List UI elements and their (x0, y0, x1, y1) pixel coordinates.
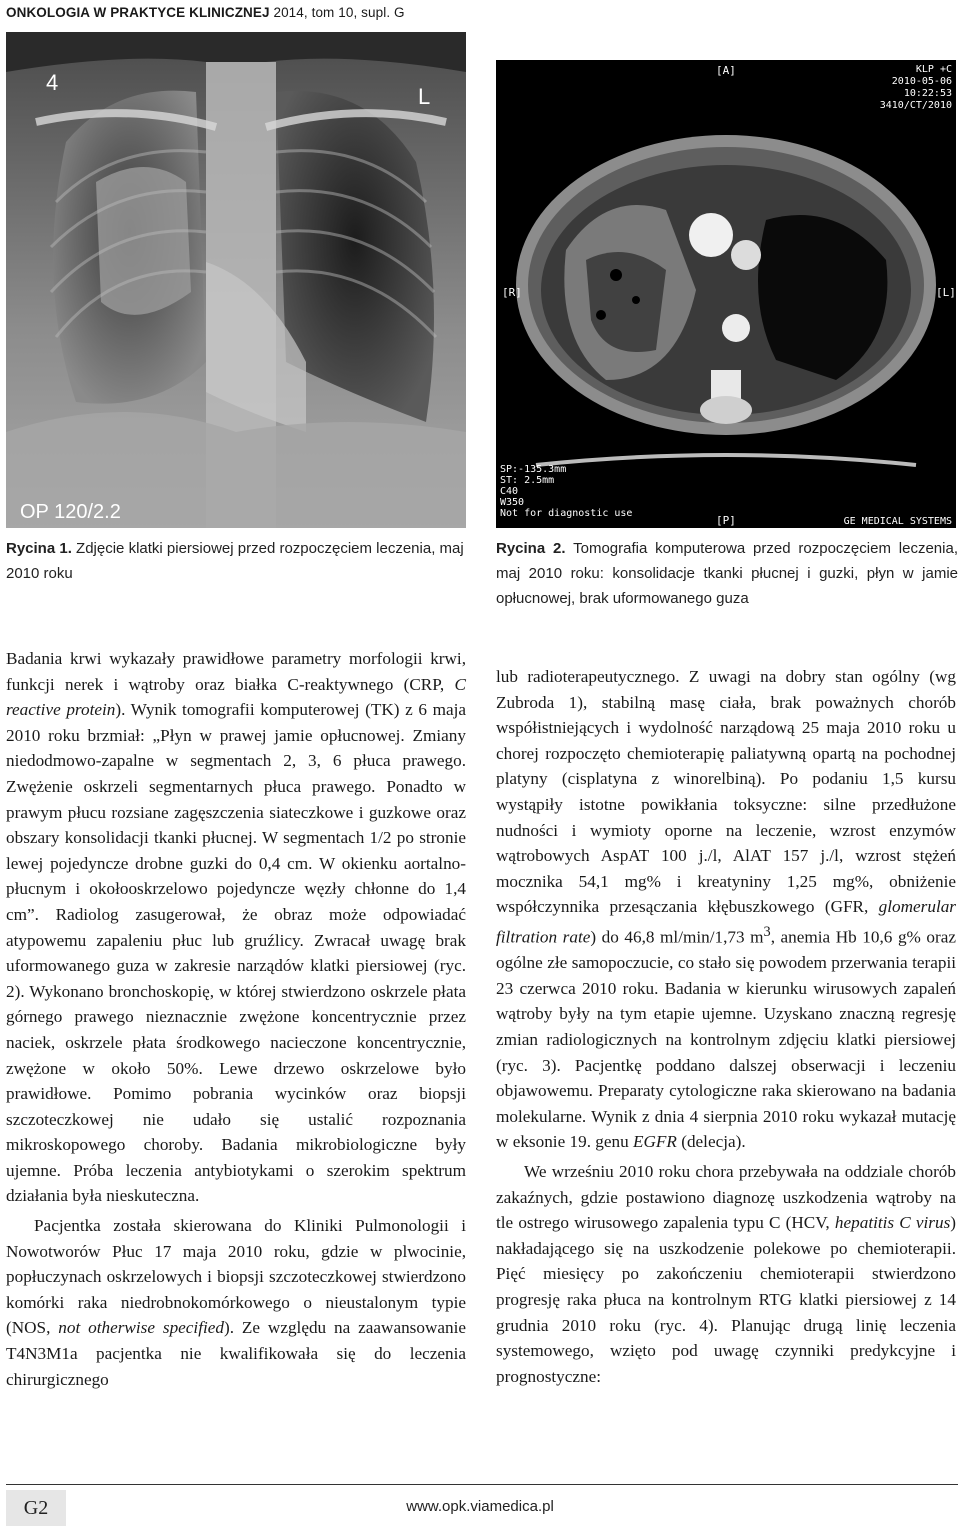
body-column-right (496, 664, 956, 1389)
xray-marker-number: 4 (46, 70, 59, 95)
figure-2-caption-text: Tomografia komputerowa przed rozpoczęciem leczenia, maj 2010 roku: konsolidacje tkanki płucnej i guzki, płyn w jamie opłucnowej, brak uformowanego guza (496, 540, 958, 607)
ct-scan-image (496, 60, 956, 528)
figure-2-ct-scan (496, 60, 956, 528)
ct-info-position: SP:-135.3mm (500, 464, 567, 475)
journal-name: ONKOLOGIA W PRAKTYCE KLINICZNEJ (6, 5, 270, 20)
running-header (6, 2, 405, 24)
ct-label-right: [R] (502, 286, 522, 299)
page-number: G2 (6, 1490, 66, 1526)
figure-1-caption-label: Rycina 1. (6, 540, 72, 557)
issue-info: 2014, tom 10, supl. G (269, 5, 405, 20)
chest-xray-image (6, 32, 466, 528)
figure-1-caption (6, 536, 468, 586)
paragraph: Badania krwi wykazały prawidłowe parametry morfologii krwi, funkcji nerek i wątroby oraz białka C-reaktywnego (CRP, C reactive protein). Wynik tomografii komputerowej (TK) z 6 maja 2010 roku brzmiał: „Płyn w prawej jamie opłucnowej. Zmiany niedodmowo-zapalne w segmentach 2, 3, 6 płuca prawego. Zwężenie oskrzeli segmentarnych płuca prawego. Ponadto w prawym płucu rozsiane zagęszczenia siateczkowe i guzkowe oraz obszary konsolidacji tkanki płucnej. W segmentach 1/2 po stronie lewej pojedyncze drobne guzki do 0,4 cm. W okienku aortalno-płucnym i okołooskrzelowo pojedyncze węzły chłonne do 1,4 cm”. Radiolog zasugerował, że obraz może odpowiadać atypowemu zapaleniu płuc lub gruźlicy. Zwracał uwagę brak uformowanego guza w zakresie narządów klatki piersiowej (ryc. 2). Wykonano bronchoskopię, w której stwierdzono oskrzele płata górnego prawego nieznacznie zwężone koncentrycznie przez naciek, oskrzele płata środkowego nacieczone koncentrycznie, zwężone w około 50%. Lewe drzewo oskrzelowe było prawidłowe. Pomimo pobrania wycinków oraz biopsji szczoteczkowej nie udało się ustalić rozpoznania mikroskopowego choroby. Badania mikrobiologiczne były ujemne. Próba leczenia antybiotykami o szerokim spektrum działania była nieskuteczna. (6, 649, 466, 1206)
ct-info-disclaimer: Not for diagnostic use (500, 508, 633, 519)
ct-info-series: KLP +C (915, 64, 952, 75)
paragraph: Pacjentka została skierowana do Kliniki Pulmonologii i Nowotworów Płuc 17 maja 2010 roku, gdzie w plwocinie, popłuczynach oskrzelowych i biopsji szczoteczkowej stwierdzono komórki raka niedrobnokomórkowego o nieustalonym typie (NOS, not otherwise specified). Ze względu na zaawansowanie T4N3M1a pacjentka nie kwalifikowała się do leczenia chirurgicznego (6, 1216, 466, 1389)
paragraph: lub radioterapeutycznego. Z uwagi na dobry stan ogólny (wg Zubroda 1), stabilną masę ciała, brak poważnych chorób współistniejących i wydolność narządową 25 maja 2010 roku u chorej rozpoczęto chemioterapię paliatywną opartą na pochodnej platyny (cisplatyna z winorelbiną). Po podaniu 1,5 kursu wystąpiły istotne powikłania toksyczne: silne przedłużone nudności i wymioty oporne na leczenie, wzrost enzymów wątrobowych AspAT 100 j./l, AlAT 157 j./l, wzrost stężeń mocznika 54,1 mg% i kreatyniny 1,25 mg%, obniżenie współczynnika przesączania kłębuszkowego (GFR, glomerular filtration rate) do 46,8 ml/min/1,73 $m^3$, anemia Hb 10,6 g% oraz ogólne złe samopoczucie, co stało się powodem przerwania terapii 23 czerwca 2010 roku. Badania w kierunku wirusowych zapaleń wątroby były na tym etapie ujemne. Uzyskano znaczną regresję zmian radiologicznych na kontrolnym zdjęciu klatki piersiowej (ryc. 3). Pacjentkę poddano dalszej obserwacji i leczeniu objawowemu. Preparaty cytologiczne raka skierowano na badania molekularne. Wynik z dnia 4 sierpnia 2010 roku wykazał mutację w eksonie 19. genu EGFR (delecja). (496, 667, 956, 1152)
footer-divider (6, 1484, 958, 1485)
ct-info-window-center: C40 (500, 486, 519, 497)
ct-label-posterior: [P] (716, 514, 736, 527)
paragraph: We wrześniu 2010 roku chora przebywała na oddziale chorób zakaźnych, gdzie postawiono diagnozę uszkodzenia wątroby na tle ostrego wirusowego zapalenia typu C (HCV, hepatitis C virus) nakładającego się na uszkodzenie polekowe po chemioterapii. Pięć miesięcy po zakończeniu chemioterapii stwierdzono progresję raka płuca na kontrolnym RTG klatki piersiowej z 14 grudnia 2010 roku (ryc. 4). Planując drugą linię leczenia systemowego, wzięto pod uwagę czynniki predykcyjne i prognostyczne: (496, 1162, 956, 1386)
ct-info-study-id: 3410/CT/2010 (879, 100, 952, 111)
ct-info-manufacturer: GE MEDICAL SYSTEMS (843, 516, 952, 527)
figure-2-caption-label: Rycina 2. (496, 540, 566, 557)
ct-label-left: [L] (936, 286, 956, 299)
journal-url[interactable]: www.opk.viamedica.pl (406, 1498, 554, 1515)
body-column-left (6, 646, 466, 1392)
ct-info-time: 10:22:53 (903, 88, 952, 99)
figure-1-caption-text: Zdjęcie klatki piersiowej przed rozpoczęciem leczenia, maj 2010 roku (6, 540, 464, 582)
ct-info-date: 2010-05-06 (891, 76, 952, 87)
figure-1-chest-xray (6, 32, 466, 528)
ct-info-window-width: W350 (500, 497, 525, 508)
figure-2-caption (496, 536, 958, 611)
ct-label-anterior: [A] (716, 64, 736, 77)
ct-info-slice-thickness: ST: 2.5mm (500, 475, 555, 486)
xray-marker-side: L (418, 84, 431, 109)
xray-marker-exposure: OP 120/2.2 (20, 501, 121, 523)
